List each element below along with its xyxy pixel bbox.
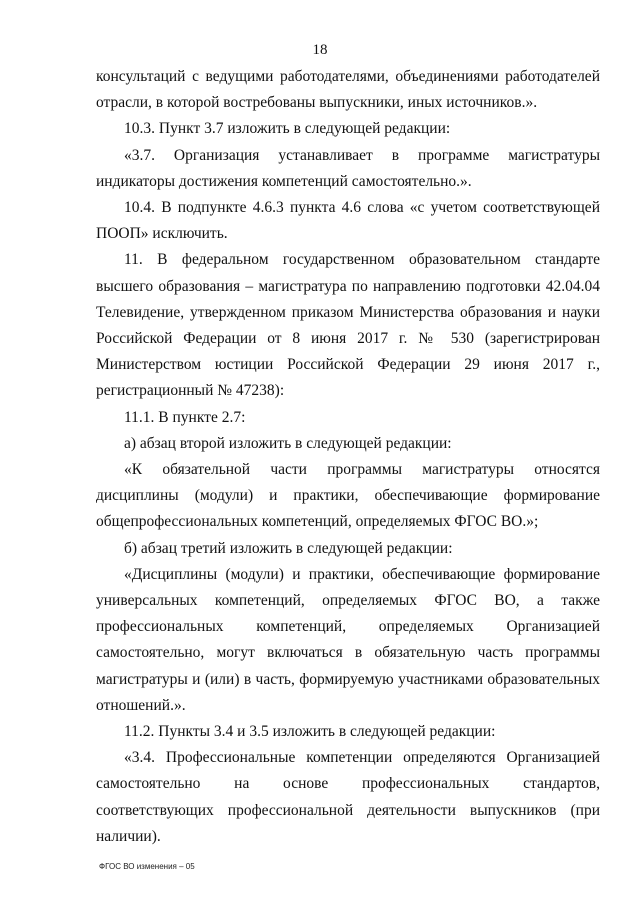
footer-note: ФГОС ВО изменения – 05 [99, 862, 195, 871]
paragraph-subitem-b: б) абзац третий изложить в следующей редакции: [124, 539, 453, 557]
paragraph-quote-3-7: «3.7. Организация устанавливает в программе магистратуры индикаторы достижения компетенций самостоятельно.». [96, 146, 600, 190]
paragraph-subitem-a: а) абзац второй изложить в следующей редакции: [124, 434, 452, 452]
page-number: 18 [312, 42, 328, 58]
paragraph-11-1: 11.1. В пункте 2.7: [124, 408, 246, 426]
document-body [96, 64, 600, 850]
paragraph-continuation: консультаций с ведущими работодателями, объединениями работодателей отрасли, в которой востребованы выпускники, иных источников.». [96, 68, 600, 112]
paragraph-10-4: 10.4. В подпункте 4.6.3 пункта 4.6 слова «с учетом соответствующей ПООП» исключить. [96, 199, 600, 243]
paragraph-quote-mandatory-part: «К обязательной части программы магистратуры относятся дисциплины (модули) и практики, обеспечивающие формирование общепрофессиональных компетенций, определяемых ФГОС ВО.»; [96, 461, 600, 531]
paragraph-10-3: 10.3. Пункт 3.7 изложить в следующей редакции: [124, 120, 451, 138]
paragraph-quote-3-4: «3.4. Профессиональные компетенции определяются Организацией самостоятельно на основе профессиональных стандартов, соответствующих профессиональной деятельности выпускников (при наличии). [96, 749, 600, 845]
paragraph-11-2: 11.2. Пункты 3.4 и 3.5 изложить в следующей редакции: [124, 723, 496, 741]
paragraph-quote-disciplines: «Дисциплины (модули) и практики, обеспечивающие формирование универсальных компетенций, определяемых ФГОС ВО, а также профессиональных компетенций, определяемых Организацией самостоятельно, могут включаться в обязательную часть программы магистратуры и (или) в часть, формируемую участниками образовательных отношений.». [96, 565, 600, 714]
paragraph-11: 11. В федеральном государственном образовательном стандарте высшего образования – магистратура по направлению подготовки 42.04.04 Телевидение, утвержденном приказом Министерства образования и науки Российской Федерации от 8 июня 2017 г. № 530 (зарегистрирован Министерством юстиции Российской Федерации 29 июня 2017 г., регистрационный № 47238): [96, 251, 600, 400]
